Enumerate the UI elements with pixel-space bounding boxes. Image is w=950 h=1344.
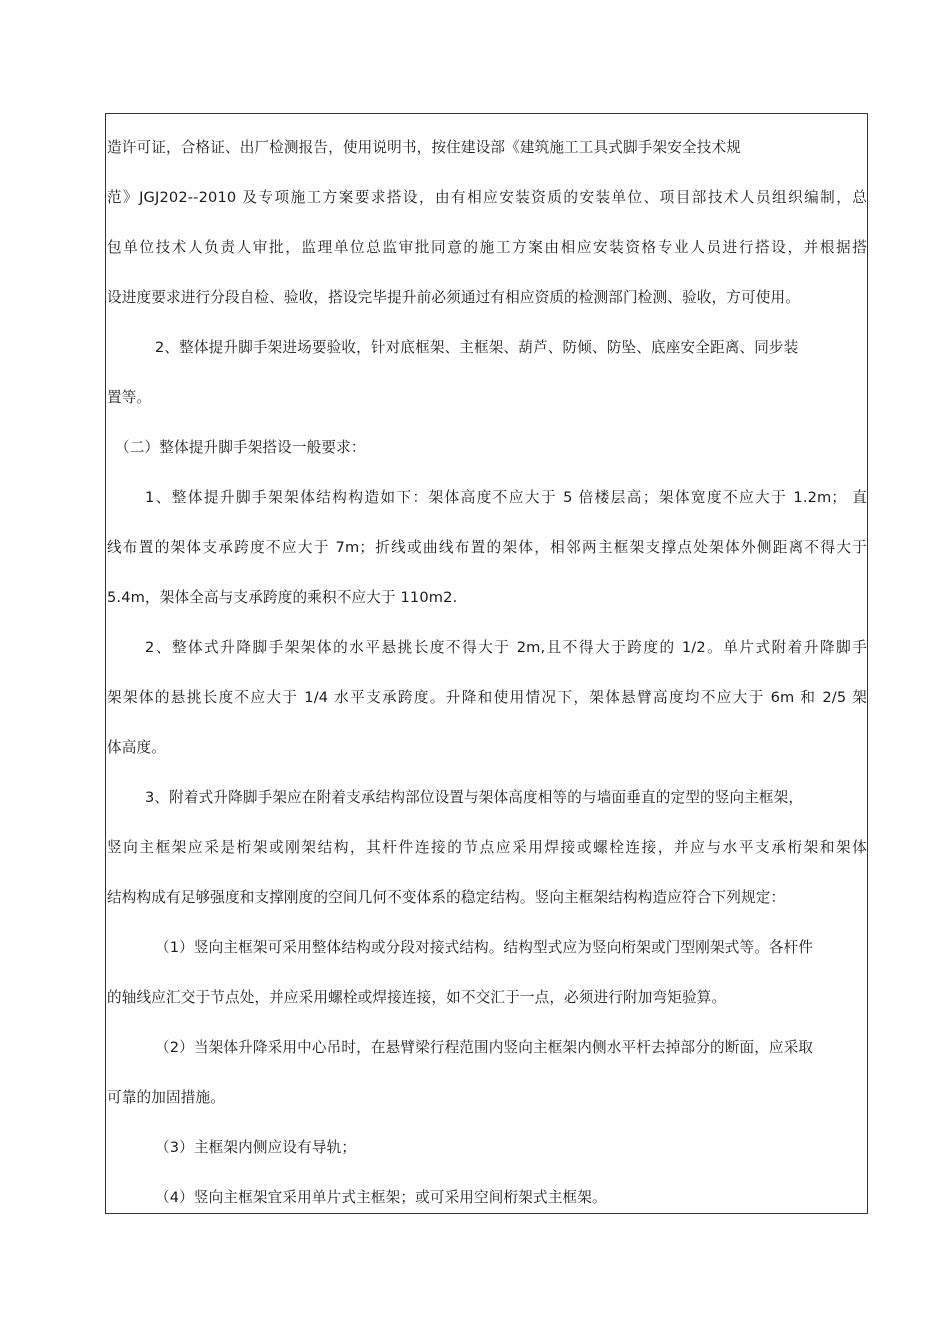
- text-line: （3）主框架内侧应设有导轨；: [155, 1139, 357, 1156]
- text-line: 置等。: [107, 389, 152, 406]
- text-line: 的轴线应汇交于节点处，并应采用螺栓或焊接连接，如不交汇于一点，必须进行附加弯矩验算。: [107, 989, 727, 1006]
- text-line: 包单位技术人负责人审批，监理单位总监审批同意的施工方案由相应安装资格专业人员进行搭设，并根据搭: [107, 239, 867, 256]
- text-line: 3、附着式升降脚手架应在附着支承结构部位设置与架体高度相等的与墙面垂直的定型的竖向主框架，: [145, 789, 804, 806]
- text-line: 造许可证，合格证、出厂检测报告，使用说明书，按住建设部《建筑施工工具式脚手架安全技术规: [107, 139, 741, 156]
- text-line: （1）竖向主框架可采用整体结构或分段对接式结构。结构型式应为竖向桁架或门型刚架式等。各杆件: [155, 939, 814, 956]
- text-line: （4）竖向主框架宜采用单片式主框架；或可采用空间桁架式主框架。: [155, 1189, 607, 1206]
- section-heading: （二）整体提升脚手架搭设一般要求：: [115, 439, 366, 456]
- text-line: 5.4m，架体全高与支承跨度的乘积不应大于 110m2.: [107, 589, 458, 606]
- text-line: 体高度。: [107, 739, 166, 756]
- text-line: 2、整体提升脚手架进场要验收，针对底框架、主框架、葫芦、防倾、防坠、底座安全距离、同步装: [155, 339, 799, 356]
- text-line: （2）当架体升降采用中心吊时，在悬臂梁行程范围内竖向主框架内侧水平杆去掉部分的断面，应采取: [155, 1039, 814, 1056]
- text-line: 2、整体式升降脚手架架体的水平悬挑长度不得大于 2m,且不得大于跨度的 1/2。单片式附着升降脚手: [145, 639, 867, 656]
- text-line: 设进度要求进行分段自检、验收，搭设完毕提升前必须通过有相应资质的检测部门检测、验收，方可使用。: [107, 289, 800, 306]
- text-line: 架架体的悬挑长度不应大于 1/4 水平支承跨度。升降和使用情况下，架体悬臂高度均不应大于 6m 和 2/5 架: [107, 689, 867, 706]
- text-line: 范》JGJ202--2010 及专项施工方案要求搭设，由有相应安装资质的安装单位、项目部技术人员组织编制，总: [107, 189, 867, 206]
- text-line: 1、整体提升脚手架架体结构构造如下：架体高度不应大于 5 倍楼层高；架体宽度不应大于 1.2m； 直: [145, 489, 867, 506]
- text-line: 可靠的加固措施。: [107, 1089, 225, 1106]
- text-line: 线布置的架体支承跨度不应大于 7m；折线或曲线布置的架体，相邻两主框架支撑点处架体外侧距离不得大于: [107, 539, 867, 556]
- text-line: 结构构成有足够强度和支撑刚度的空间几何不变体系的稳定结构。竖向主框架结构构造应符合下列规定：: [107, 889, 786, 906]
- text-line: 竖向主框架应采是桁架或刚架结构，其杆件连接的节点应采用焊接或螺栓连接，并应与水平支承桁架和架体: [107, 839, 867, 856]
